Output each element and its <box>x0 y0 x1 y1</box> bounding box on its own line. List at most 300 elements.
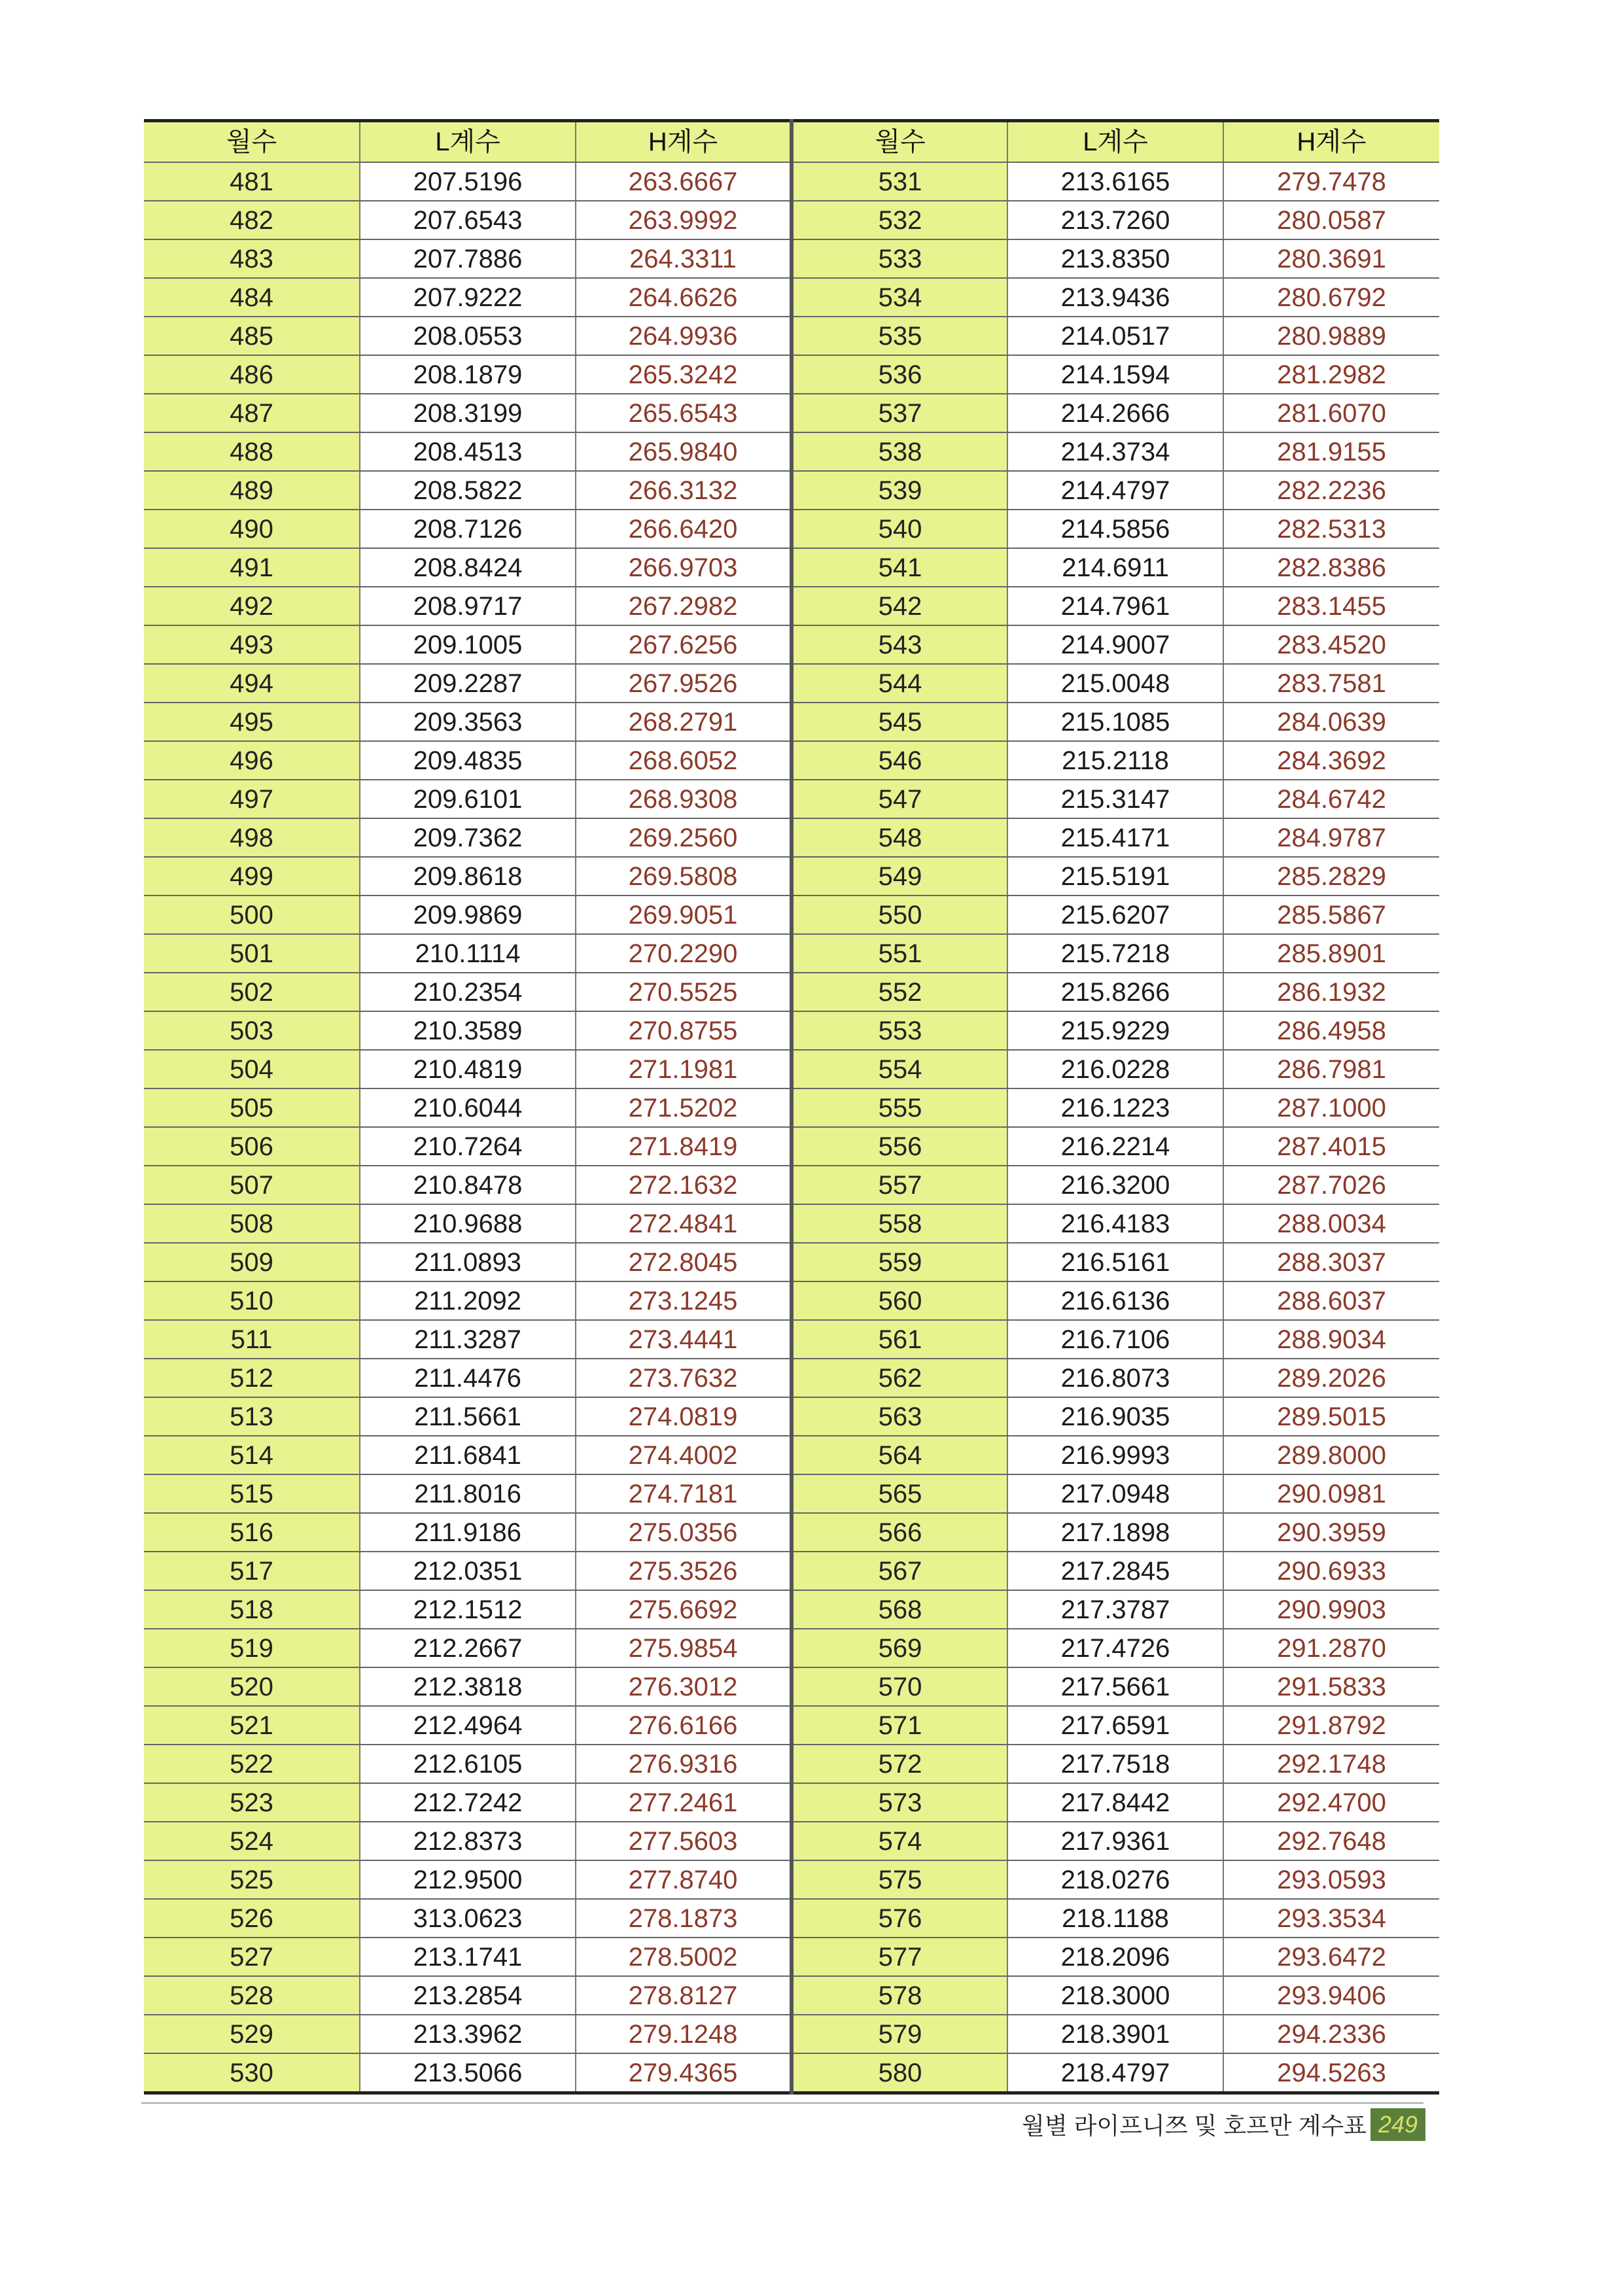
month-cell: 543 <box>792 625 1007 664</box>
month-cell: 540 <box>792 510 1007 548</box>
table-row <box>144 1667 1439 1706</box>
h-coef-cell: 285.5867 <box>1223 896 1439 934</box>
month-cell: 516 <box>144 1513 360 1552</box>
l-coef-cell: 215.3147 <box>1007 780 1223 818</box>
l-coef-cell: 217.1898 <box>1007 1513 1223 1552</box>
header-l-coef-right: L계수 <box>1007 121 1223 163</box>
month-cell: 579 <box>792 2015 1007 2053</box>
month-cell: 484 <box>144 278 360 317</box>
month-cell: 486 <box>144 355 360 394</box>
header-month-right: 월수 <box>792 121 1007 163</box>
table-row <box>144 2015 1439 2053</box>
h-coef-cell: 272.4841 <box>576 1204 792 1243</box>
h-coef-cell: 277.8740 <box>576 1860 792 1899</box>
h-coef-cell: 291.2870 <box>1223 1629 1439 1667</box>
l-coef-cell: 208.3199 <box>360 394 576 432</box>
h-coef-cell: 284.3692 <box>1223 741 1439 780</box>
h-coef-cell: 293.9406 <box>1223 1976 1439 2015</box>
month-cell: 531 <box>792 162 1007 201</box>
month-cell: 556 <box>792 1127 1007 1166</box>
month-cell: 570 <box>792 1667 1007 1706</box>
h-coef-cell: 265.3242 <box>576 355 792 394</box>
l-coef-cell: 215.1085 <box>1007 703 1223 741</box>
h-coef-cell: 276.3012 <box>576 1667 792 1706</box>
table-row <box>144 394 1439 432</box>
month-cell: 555 <box>792 1088 1007 1127</box>
month-cell: 548 <box>792 818 1007 857</box>
month-cell: 564 <box>792 1436 1007 1474</box>
h-coef-cell: 283.4520 <box>1223 625 1439 664</box>
h-coef-cell: 266.3132 <box>576 471 792 510</box>
table-row <box>144 1976 1439 2015</box>
table-row <box>144 1050 1439 1088</box>
h-coef-cell: 263.6667 <box>576 162 792 201</box>
table-row <box>144 1590 1439 1629</box>
h-coef-cell: 264.3311 <box>576 239 792 278</box>
month-cell: 487 <box>144 394 360 432</box>
h-coef-cell: 284.6742 <box>1223 780 1439 818</box>
h-coef-cell: 270.2290 <box>576 934 792 973</box>
h-coef-cell: 291.5833 <box>1223 1667 1439 1706</box>
h-coef-cell: 280.3691 <box>1223 239 1439 278</box>
month-cell: 554 <box>792 1050 1007 1088</box>
l-coef-cell: 313.0623 <box>360 1899 576 1938</box>
h-coef-cell: 287.1000 <box>1223 1088 1439 1127</box>
h-coef-cell: 293.3534 <box>1223 1899 1439 1938</box>
l-coef-cell: 211.2092 <box>360 1281 576 1320</box>
month-cell: 482 <box>144 201 360 239</box>
h-coef-cell: 288.6037 <box>1223 1281 1439 1320</box>
table-row <box>144 1474 1439 1513</box>
table-row <box>144 896 1439 934</box>
month-cell: 523 <box>144 1783 360 1822</box>
h-coef-cell: 288.0034 <box>1223 1204 1439 1243</box>
l-coef-cell: 217.4726 <box>1007 1629 1223 1667</box>
month-cell: 566 <box>792 1513 1007 1552</box>
table-row <box>144 1397 1439 1436</box>
l-coef-cell: 213.5066 <box>360 2053 576 2093</box>
l-coef-cell: 216.7106 <box>1007 1320 1223 1359</box>
month-cell: 547 <box>792 780 1007 818</box>
month-cell: 508 <box>144 1204 360 1243</box>
l-coef-cell: 208.9717 <box>360 587 576 625</box>
month-cell: 509 <box>144 1243 360 1281</box>
l-coef-cell: 216.0228 <box>1007 1050 1223 1088</box>
month-cell: 503 <box>144 1011 360 1050</box>
h-coef-cell: 275.3526 <box>576 1552 792 1590</box>
month-cell: 567 <box>792 1552 1007 1590</box>
month-cell: 498 <box>144 818 360 857</box>
h-coef-cell: 288.3037 <box>1223 1243 1439 1281</box>
l-coef-cell: 214.6911 <box>1007 548 1223 587</box>
month-cell: 534 <box>792 278 1007 317</box>
h-coef-cell: 278.5002 <box>576 1938 792 1976</box>
month-cell: 497 <box>144 780 360 818</box>
l-coef-cell: 210.2354 <box>360 973 576 1011</box>
l-coef-cell: 215.6207 <box>1007 896 1223 934</box>
month-cell: 521 <box>144 1706 360 1745</box>
month-cell: 528 <box>144 1976 360 2015</box>
l-coef-cell: 217.0948 <box>1007 1474 1223 1513</box>
l-coef-cell: 212.8373 <box>360 1822 576 1860</box>
month-cell: 535 <box>792 317 1007 355</box>
month-cell: 542 <box>792 587 1007 625</box>
h-coef-cell: 274.4002 <box>576 1436 792 1474</box>
l-coef-cell: 213.3962 <box>360 2015 576 2053</box>
l-coef-cell: 210.4819 <box>360 1050 576 1088</box>
h-coef-cell: 271.5202 <box>576 1088 792 1127</box>
h-coef-cell: 271.8419 <box>576 1127 792 1166</box>
month-cell: 533 <box>792 239 1007 278</box>
month-cell: 512 <box>144 1359 360 1397</box>
l-coef-cell: 212.1512 <box>360 1590 576 1629</box>
l-coef-cell: 209.8618 <box>360 857 576 896</box>
table-row <box>144 1822 1439 1860</box>
l-coef-cell: 210.3589 <box>360 1011 576 1050</box>
h-coef-cell: 266.6420 <box>576 510 792 548</box>
h-coef-cell: 293.6472 <box>1223 1938 1439 1976</box>
h-coef-cell: 276.6166 <box>576 1706 792 1745</box>
l-coef-cell: 216.1223 <box>1007 1088 1223 1127</box>
month-cell: 560 <box>792 1281 1007 1320</box>
month-cell: 580 <box>792 2053 1007 2093</box>
table-row <box>144 703 1439 741</box>
table-row <box>144 1783 1439 1822</box>
table-row <box>144 780 1439 818</box>
l-coef-cell: 211.9186 <box>360 1513 576 1552</box>
footer-title: 월별 라이프니쯔 및 호프만 계수표 <box>1022 2112 1367 2139</box>
l-coef-cell: 217.5661 <box>1007 1667 1223 1706</box>
h-coef-cell: 281.6070 <box>1223 394 1439 432</box>
l-coef-cell: 209.2287 <box>360 664 576 703</box>
page-number: 249 <box>1370 2108 1425 2141</box>
table-row <box>144 1281 1439 1320</box>
l-coef-cell: 218.3901 <box>1007 2015 1223 2053</box>
h-coef-cell: 269.9051 <box>576 896 792 934</box>
table-row <box>144 201 1439 239</box>
h-coef-cell: 283.1455 <box>1223 587 1439 625</box>
l-coef-cell: 210.8478 <box>360 1166 576 1204</box>
table-body <box>144 162 1439 2093</box>
h-coef-cell: 286.7981 <box>1223 1050 1439 1088</box>
table-row <box>144 1204 1439 1243</box>
table-row <box>144 857 1439 896</box>
l-coef-cell: 212.4964 <box>360 1706 576 1745</box>
header-h-coef-right: H계수 <box>1223 121 1439 163</box>
l-coef-cell: 207.9222 <box>360 278 576 317</box>
l-coef-cell: 213.9436 <box>1007 278 1223 317</box>
h-coef-cell: 272.1632 <box>576 1166 792 1204</box>
l-coef-cell: 208.0553 <box>360 317 576 355</box>
h-coef-cell: 280.6792 <box>1223 278 1439 317</box>
h-coef-cell: 291.8792 <box>1223 1706 1439 1745</box>
table-row <box>144 1243 1439 1281</box>
month-cell: 553 <box>792 1011 1007 1050</box>
h-coef-cell: 290.6933 <box>1223 1552 1439 1590</box>
h-coef-cell: 267.9526 <box>576 664 792 703</box>
l-coef-cell: 215.2118 <box>1007 741 1223 780</box>
table-row <box>144 1938 1439 1976</box>
l-coef-cell: 212.3818 <box>360 1667 576 1706</box>
table-row <box>144 471 1439 510</box>
h-coef-cell: 290.0981 <box>1223 1474 1439 1513</box>
l-coef-cell: 213.7260 <box>1007 201 1223 239</box>
month-cell: 485 <box>144 317 360 355</box>
month-cell: 506 <box>144 1127 360 1166</box>
h-coef-cell: 263.9992 <box>576 201 792 239</box>
h-coef-cell: 268.2791 <box>576 703 792 741</box>
month-cell: 517 <box>144 1552 360 1590</box>
h-coef-cell: 264.9936 <box>576 317 792 355</box>
month-cell: 501 <box>144 934 360 973</box>
l-coef-cell: 214.0517 <box>1007 317 1223 355</box>
l-coef-cell: 215.5191 <box>1007 857 1223 896</box>
month-cell: 524 <box>144 1822 360 1860</box>
l-coef-cell: 208.5822 <box>360 471 576 510</box>
h-coef-cell: 269.2560 <box>576 818 792 857</box>
month-cell: 499 <box>144 857 360 896</box>
h-coef-cell: 274.0819 <box>576 1397 792 1436</box>
month-cell: 526 <box>144 1899 360 1938</box>
h-coef-cell: 273.4441 <box>576 1320 792 1359</box>
table-row <box>144 162 1439 201</box>
month-cell: 572 <box>792 1745 1007 1783</box>
l-coef-cell: 209.4835 <box>360 741 576 780</box>
table-row <box>144 1359 1439 1397</box>
month-cell: 493 <box>144 625 360 664</box>
l-coef-cell: 214.2666 <box>1007 394 1223 432</box>
table-row <box>144 1088 1439 1127</box>
h-coef-cell: 282.5313 <box>1223 510 1439 548</box>
h-coef-cell: 281.2982 <box>1223 355 1439 394</box>
l-coef-cell: 212.2667 <box>360 1629 576 1667</box>
h-coef-cell: 275.9854 <box>576 1629 792 1667</box>
month-cell: 520 <box>144 1667 360 1706</box>
month-cell: 551 <box>792 934 1007 973</box>
table-row <box>144 2053 1439 2093</box>
l-coef-cell: 209.7362 <box>360 818 576 857</box>
h-coef-cell: 293.0593 <box>1223 1860 1439 1899</box>
month-cell: 561 <box>792 1320 1007 1359</box>
month-cell: 490 <box>144 510 360 548</box>
month-cell: 513 <box>144 1397 360 1436</box>
month-cell: 500 <box>144 896 360 934</box>
month-cell: 481 <box>144 162 360 201</box>
h-coef-cell: 270.8755 <box>576 1011 792 1050</box>
month-cell: 557 <box>792 1166 1007 1204</box>
h-coef-cell: 286.1932 <box>1223 973 1439 1011</box>
table-header-row <box>144 121 1439 163</box>
l-coef-cell: 214.7961 <box>1007 587 1223 625</box>
l-coef-cell: 218.4797 <box>1007 2053 1223 2093</box>
h-coef-cell: 287.4015 <box>1223 1127 1439 1166</box>
h-coef-cell: 284.0639 <box>1223 703 1439 741</box>
h-coef-cell: 278.8127 <box>576 1976 792 2015</box>
h-coef-cell: 285.8901 <box>1223 934 1439 973</box>
table-row <box>144 1899 1439 1938</box>
month-cell: 541 <box>792 548 1007 587</box>
h-coef-cell: 292.1748 <box>1223 1745 1439 1783</box>
l-coef-cell: 207.6543 <box>360 201 576 239</box>
l-coef-cell: 211.5661 <box>360 1397 576 1436</box>
l-coef-cell: 215.8266 <box>1007 973 1223 1011</box>
l-coef-cell: 212.9500 <box>360 1860 576 1899</box>
table-row <box>144 355 1439 394</box>
h-coef-cell: 277.2461 <box>576 1783 792 1822</box>
h-coef-cell: 289.5015 <box>1223 1397 1439 1436</box>
l-coef-cell: 211.3287 <box>360 1320 576 1359</box>
month-cell: 514 <box>144 1436 360 1474</box>
table-row <box>144 1513 1439 1552</box>
l-coef-cell: 214.3734 <box>1007 432 1223 471</box>
month-cell: 505 <box>144 1088 360 1127</box>
month-cell: 496 <box>144 741 360 780</box>
h-coef-cell: 275.0356 <box>576 1513 792 1552</box>
month-cell: 546 <box>792 741 1007 780</box>
h-coef-cell: 270.5525 <box>576 973 792 1011</box>
h-coef-cell: 273.1245 <box>576 1281 792 1320</box>
h-coef-cell: 285.2829 <box>1223 857 1439 896</box>
table-row <box>144 317 1439 355</box>
l-coef-cell: 215.7218 <box>1007 934 1223 973</box>
l-coef-cell: 214.9007 <box>1007 625 1223 664</box>
month-cell: 488 <box>144 432 360 471</box>
month-cell: 504 <box>144 1050 360 1088</box>
l-coef-cell: 216.9035 <box>1007 1397 1223 1436</box>
table-row <box>144 1629 1439 1667</box>
l-coef-cell: 218.2096 <box>1007 1938 1223 1976</box>
month-cell: 507 <box>144 1166 360 1204</box>
l-coef-cell: 212.0351 <box>360 1552 576 1590</box>
month-cell: 550 <box>792 896 1007 934</box>
month-cell: 577 <box>792 1938 1007 1976</box>
l-coef-cell: 209.3563 <box>360 703 576 741</box>
month-cell: 538 <box>792 432 1007 471</box>
h-coef-cell: 294.5263 <box>1223 2053 1439 2093</box>
l-coef-cell: 217.3787 <box>1007 1590 1223 1629</box>
l-coef-cell: 216.5161 <box>1007 1243 1223 1281</box>
l-coef-cell: 207.7886 <box>360 239 576 278</box>
table-row <box>144 1745 1439 1783</box>
l-coef-cell: 213.2854 <box>360 1976 576 2015</box>
h-coef-cell: 280.9889 <box>1223 317 1439 355</box>
table-row <box>144 278 1439 317</box>
table-row <box>144 741 1439 780</box>
l-coef-cell: 218.0276 <box>1007 1860 1223 1899</box>
table-row <box>144 973 1439 1011</box>
table-row <box>144 1860 1439 1899</box>
h-coef-cell: 294.2336 <box>1223 2015 1439 2053</box>
month-cell: 552 <box>792 973 1007 1011</box>
month-cell: 545 <box>792 703 1007 741</box>
h-coef-cell: 289.8000 <box>1223 1436 1439 1474</box>
table-row <box>144 587 1439 625</box>
month-cell: 537 <box>792 394 1007 432</box>
h-coef-cell: 287.7026 <box>1223 1166 1439 1204</box>
h-coef-cell: 265.9840 <box>576 432 792 471</box>
h-coef-cell: 274.7181 <box>576 1474 792 1513</box>
month-cell: 519 <box>144 1629 360 1667</box>
h-coef-cell: 268.9308 <box>576 780 792 818</box>
h-coef-cell: 290.3959 <box>1223 1513 1439 1552</box>
footer-divider <box>141 2102 1423 2104</box>
month-cell: 518 <box>144 1590 360 1629</box>
l-coef-cell: 214.1594 <box>1007 355 1223 394</box>
table-row <box>144 432 1439 471</box>
l-coef-cell: 216.2214 <box>1007 1127 1223 1166</box>
table-row <box>144 818 1439 857</box>
h-coef-cell: 276.9316 <box>576 1745 792 1783</box>
l-coef-cell: 213.6165 <box>1007 162 1223 201</box>
h-coef-cell: 279.1248 <box>576 2015 792 2053</box>
month-cell: 489 <box>144 471 360 510</box>
month-cell: 502 <box>144 973 360 1011</box>
h-coef-cell: 275.6692 <box>576 1590 792 1629</box>
month-cell: 536 <box>792 355 1007 394</box>
l-coef-cell: 212.7242 <box>360 1783 576 1822</box>
h-coef-cell: 267.2982 <box>576 587 792 625</box>
l-coef-cell: 209.9869 <box>360 896 576 934</box>
header-h-coef-left: H계수 <box>576 121 792 163</box>
month-cell: 563 <box>792 1397 1007 1436</box>
l-coef-cell: 210.7264 <box>360 1127 576 1166</box>
h-coef-cell: 271.1981 <box>576 1050 792 1088</box>
l-coef-cell: 210.1114 <box>360 934 576 973</box>
l-coef-cell: 209.1005 <box>360 625 576 664</box>
h-coef-cell: 286.4958 <box>1223 1011 1439 1050</box>
h-coef-cell: 273.7632 <box>576 1359 792 1397</box>
h-coef-cell: 290.9903 <box>1223 1590 1439 1629</box>
month-cell: 544 <box>792 664 1007 703</box>
l-coef-cell: 211.6841 <box>360 1436 576 1474</box>
h-coef-cell: 284.9787 <box>1223 818 1439 857</box>
month-cell: 491 <box>144 548 360 587</box>
table-row <box>144 1320 1439 1359</box>
l-coef-cell: 218.3000 <box>1007 1976 1223 2015</box>
l-coef-cell: 216.8073 <box>1007 1359 1223 1397</box>
table-row <box>144 1436 1439 1474</box>
month-cell: 522 <box>144 1745 360 1783</box>
month-cell: 558 <box>792 1204 1007 1243</box>
month-cell: 549 <box>792 857 1007 896</box>
l-coef-cell: 217.2845 <box>1007 1552 1223 1590</box>
h-coef-cell: 292.7648 <box>1223 1822 1439 1860</box>
table-row <box>144 1552 1439 1590</box>
month-cell: 495 <box>144 703 360 741</box>
table-row <box>144 1706 1439 1745</box>
month-cell: 492 <box>144 587 360 625</box>
h-coef-cell: 280.0587 <box>1223 201 1439 239</box>
month-cell: 539 <box>792 471 1007 510</box>
month-cell: 529 <box>144 2015 360 2053</box>
month-cell: 483 <box>144 239 360 278</box>
l-coef-cell: 218.1188 <box>1007 1899 1223 1938</box>
month-cell: 568 <box>792 1590 1007 1629</box>
h-coef-cell: 281.9155 <box>1223 432 1439 471</box>
table-row <box>144 934 1439 973</box>
l-coef-cell: 213.1741 <box>360 1938 576 1976</box>
l-coef-cell: 209.6101 <box>360 780 576 818</box>
l-coef-cell: 211.4476 <box>360 1359 576 1397</box>
month-cell: 530 <box>144 2053 360 2093</box>
h-coef-cell: 277.5603 <box>576 1822 792 1860</box>
l-coef-cell: 210.9688 <box>360 1204 576 1243</box>
l-coef-cell: 215.0048 <box>1007 664 1223 703</box>
h-coef-cell: 282.8386 <box>1223 548 1439 587</box>
h-coef-cell: 269.5808 <box>576 857 792 896</box>
l-coef-cell: 216.4183 <box>1007 1204 1223 1243</box>
month-cell: 494 <box>144 664 360 703</box>
